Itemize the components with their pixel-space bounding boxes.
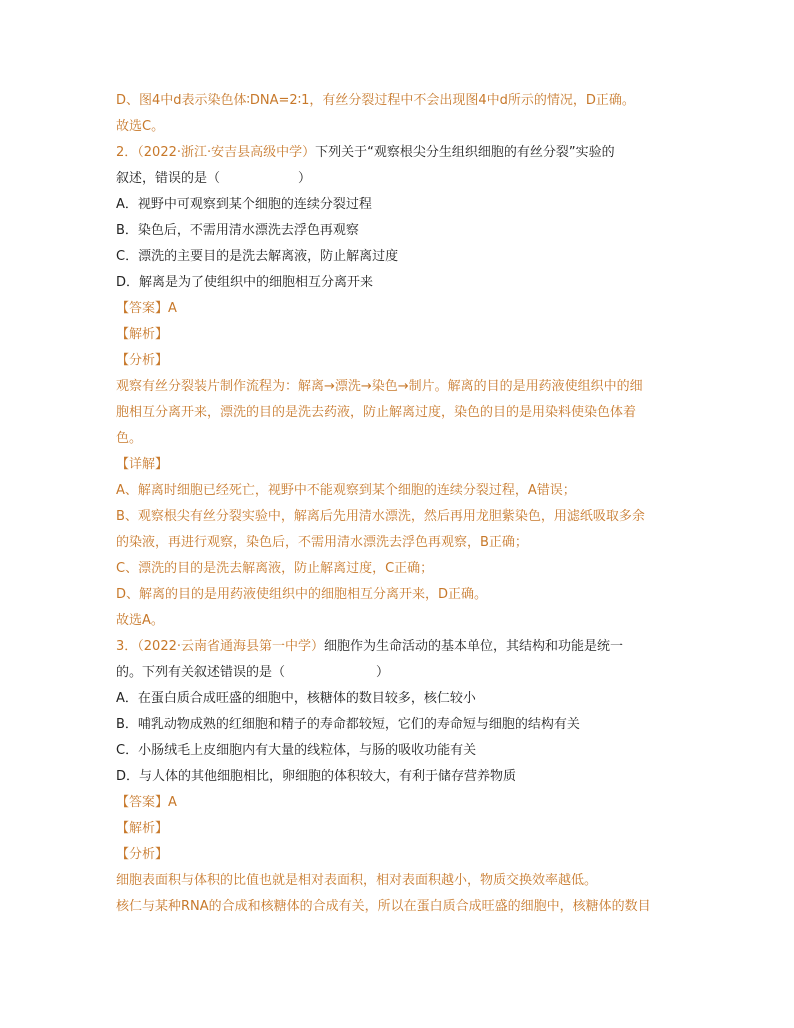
q3-jiexi-label: 【解析】: [116, 821, 169, 836]
q2-xiangjie-line: A、解离时细胞已经死亡，视野中不能观察到某个细胞的连续分裂过程，A错误；: [116, 483, 576, 498]
q3-fenxi-label: 【分析】: [116, 847, 169, 862]
q2-option-a: A．视野中可观察到某个细胞的连续分裂过程: [116, 197, 372, 212]
q3-stem-text: 细胞作为生命活动的基本单位，其结构和功能是统一: [324, 639, 624, 654]
q2-option-c: C．漂洗的主要目的是洗去解离液，防止解离过度: [116, 249, 399, 264]
q2-fenxi-line: 观察有丝分裂装片制作流程为：解离→漂洗→染色→制片。解离的目的是用药液使组织中的细: [116, 379, 643, 394]
q3-option-a: A．在蛋白质合成旺盛的细胞中，核糖体的数目较多，核仁较小: [116, 691, 476, 706]
q3-option-d: D．与人体的其他细胞相比，卵细胞的体积较大，有利于储存营养物质: [116, 769, 517, 784]
q1-option-d-explanation: D、图4中d表示染色体∶DNA=2∶1，有丝分裂过程中不会出现图4中d所示的情况，D正确。: [116, 93, 635, 108]
q2-source: 2．（2022·浙江·安吉县高级中学）: [116, 145, 316, 160]
q2-fenxi-label: 【分析】: [116, 353, 169, 368]
q2-option-b: B．染色后，不需用清水漂洗去浮色再观察: [116, 223, 359, 238]
q2-answer: 【答案】A: [116, 301, 177, 316]
q3-source: 3．（2022·云南省通海县第一中学）: [116, 639, 324, 654]
q2-xiangjie-line: 的染液，再进行观察，染色后，不需用清水漂洗去浮色再观察，B正确；: [116, 535, 528, 550]
q2-stem-line-2: 叙述，错误的是（ ）: [116, 171, 312, 186]
q2-answer-choice: 故选A。: [116, 613, 164, 628]
q2-stem-line-1: [116, 140, 676, 166]
page-content: [116, 88, 676, 920]
q1-answer-choice: 故选C。: [116, 119, 165, 134]
q2-xiangjie-line: B、观察根尖有丝分裂实验中，解离后先用清水漂洗，然后再用龙胆紫染色，用滤纸吸取多余: [116, 509, 645, 524]
q2-fenxi-line: 胞相互分离开来，漂洗的目的是洗去药液，防止解离过度，染色的目的是用染料使染色体着: [116, 405, 637, 420]
q3-stem-line-1: [116, 634, 676, 660]
q2-stem-text: 下列关于“观察根尖分生组织细胞的有丝分裂”实验的: [315, 145, 615, 160]
q3-fenxi-line: 细胞表面积与体积的比值也就是相对表面积，相对表面积越小，物质交换效率越低。: [116, 873, 598, 888]
q3-answer: 【答案】A: [116, 795, 177, 810]
q3-stem-line-2: 的。下列有关叙述错误的是（ ）: [116, 665, 390, 680]
q2-xiangjie-line: C、漂洗的目的是洗去解离液，防止解离过度，C正确；: [116, 561, 434, 576]
q3-option-b: B．哺乳动物成熟的红细胞和精子的寿命都较短，它们的寿命短与细胞的结构有关: [116, 717, 580, 732]
q2-fenxi-line: 色。: [116, 431, 143, 446]
q2-xiangjie-line: D、解离的目的是用药液使组织中的细胞相互分离开来，D正确。: [116, 587, 488, 602]
q3-option-c: C．小肠绒毛上皮细胞内有大量的线粒体，与肠的吸收功能有关: [116, 743, 477, 758]
q2-option-d: D．解离是为了使组织中的细胞相互分离开来: [116, 275, 374, 290]
q2-jiexi-label: 【解析】: [116, 327, 169, 342]
q3-fenxi-line: 核仁与某种RNA的合成和核糖体的合成有关，所以在蛋白质合成旺盛的细胞中，核糖体的数目: [116, 899, 651, 914]
q2-xiangjie-label: 【详解】: [116, 457, 169, 472]
